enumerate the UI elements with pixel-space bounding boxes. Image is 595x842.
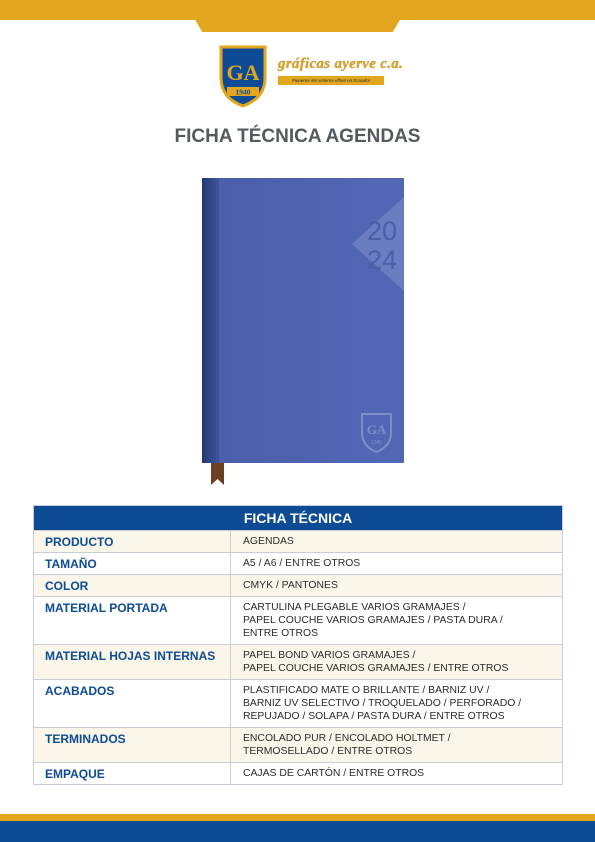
spec-table <box>33 505 563 785</box>
spec-value-line: CMYK / PANTONES <box>243 580 338 591</box>
spec-value <box>231 553 562 574</box>
agenda-product-image <box>196 174 410 488</box>
brand-tagline: Pioneros del sistema offset en Ecuador <box>278 76 384 85</box>
spec-label: TERMINADOS <box>34 728 231 762</box>
company-logo <box>218 44 404 110</box>
spec-value-line: PAPEL COUCHE VARIOS GRAMAJES / ENTRE OTROS <box>243 663 509 674</box>
spec-value <box>231 728 562 762</box>
spec-value <box>231 531 562 552</box>
spec-label: COLOR <box>34 575 231 596</box>
spec-value-line: BARNIZ UV SELECTIVO / TROQUELADO / PERFORADO / <box>243 698 522 709</box>
spec-value-line: CARTULINA PLEGABLE VARIOS GRAMAJES / <box>243 602 466 613</box>
cover-year-top: 20 <box>366 216 398 246</box>
spec-label: MATERIAL HOJAS INTERNAS <box>34 645 231 679</box>
spec-label: ACABADOS <box>34 680 231 727</box>
spec-row-material-hojas-internas <box>34 644 562 679</box>
spec-value <box>231 680 562 727</box>
cover-emblem-year: 1940 <box>370 440 383 446</box>
spec-table-heading: FICHA TÉCNICA <box>34 506 562 530</box>
cover-emblem-initials: GA <box>366 422 387 437</box>
spec-row-color <box>34 574 562 596</box>
spec-value <box>231 763 562 784</box>
spec-value-line: AGENDAS <box>243 536 294 547</box>
spec-value <box>231 645 562 679</box>
spec-label: PRODUCTO <box>34 531 231 552</box>
spec-label: TAMAÑO <box>34 553 231 574</box>
spec-value <box>231 597 562 644</box>
spec-value-line: PAPEL COUCHE VARIOS GRAMAJES / PASTA DURA / <box>243 615 503 626</box>
top-gold-band <box>0 0 595 20</box>
ga-shield-icon <box>218 44 268 108</box>
bottom-gold-band <box>0 814 595 821</box>
spec-value-line: PLASTIFICADO MATE O BRILLANTE / BARNIZ UV / <box>243 685 490 696</box>
spec-value-line: TERMOSELLADO / ENTRE OTROS <box>243 746 413 757</box>
spec-value-line: CAJAS DE CARTÓN / ENTRE OTROS <box>243 768 425 779</box>
spec-table-body <box>34 530 562 784</box>
spec-row-empaque <box>34 762 562 784</box>
page-title: FICHA TÉCNICA AGENDAS <box>174 126 421 147</box>
spec-value-line: REPUJADO / SOLAPA / PASTA DURA / ENTRE OTROS <box>243 711 505 722</box>
spec-value-line: ENTRE OTROS <box>243 628 319 639</box>
spec-row-tamano <box>34 552 562 574</box>
spec-value-line: PAPEL BOND VARIOS GRAMAJES / <box>243 650 416 661</box>
spec-value-line: A5 / A6 / ENTRE OTROS <box>243 558 361 569</box>
spec-row-acabados <box>34 679 562 727</box>
spec-label: MATERIAL PORTADA <box>34 597 231 644</box>
bookmark-ribbon <box>211 463 224 485</box>
spec-row-producto <box>34 530 562 552</box>
spec-row-material-portada <box>34 596 562 644</box>
spec-row-terminados <box>34 727 562 762</box>
brand-name: gráficas ayerve c.a. <box>278 56 404 72</box>
cover-year-bottom: 24 <box>366 245 398 275</box>
logo-year: 1940 <box>235 87 251 97</box>
bottom-blue-band <box>0 821 595 842</box>
spec-label: EMPAQUE <box>34 763 231 784</box>
top-gold-tab <box>194 18 401 32</box>
logo-initials: GA <box>226 60 260 85</box>
spec-value-line: ENCOLADO PUR / ENCOLADO HOLTMET / <box>243 733 451 744</box>
spec-value <box>231 575 562 596</box>
